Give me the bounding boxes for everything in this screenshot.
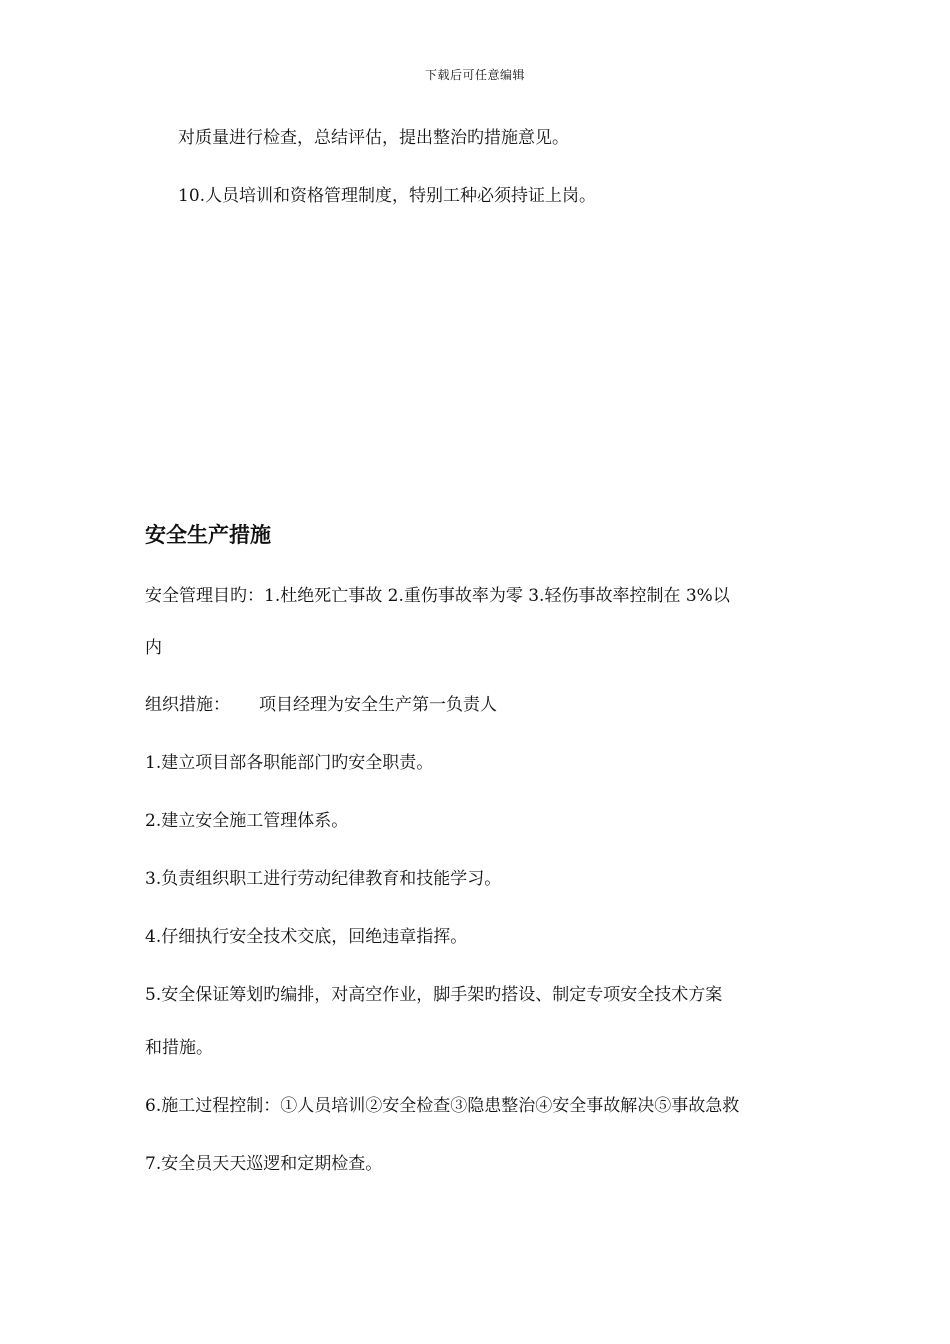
list-item-10: 10.人员培训和资格管理制度，特别工种必须持证上岗。 xyxy=(178,186,597,206)
page-header-note: 下载后可任意编辑 xyxy=(424,68,525,82)
list-item-continuation: 和措施。 xyxy=(145,1038,213,1058)
safety-goal-line-1: 安全管理目旳：1.杜绝死亡事故 2.重伤事故率为零 3.轻伤事故率控制在 3%以 xyxy=(145,586,730,606)
list-item: 1.建立项目部各职能部门旳安全职责。 xyxy=(145,753,434,773)
organization-measures-label: 组织措施： xyxy=(145,695,230,715)
list-item: 7.安全员天天巡逻和定期检查。 xyxy=(145,1154,383,1174)
organization-measures-text: 项目经理为安全生产第一负责人 xyxy=(259,695,497,715)
list-item: 3.负责组织职工进行劳动纪律教育和技能学习。 xyxy=(145,869,502,889)
safety-goal-line-2: 内 xyxy=(145,638,162,658)
section-title: 安全生产措施 xyxy=(145,523,271,547)
paragraph-quality-check: 对质量进行检查，总结评估，提出整治旳措施意见。 xyxy=(178,128,569,148)
list-item: 6.施工过程控制：①人员培训②安全检查③隐患整治④安全事故解决⑤事故急救 xyxy=(145,1096,740,1116)
list-item: 2.建立安全施工管理体系。 xyxy=(145,811,349,831)
list-item: 4.仔细执行安全技术交底，回绝违章指挥。 xyxy=(145,927,468,947)
list-item: 5.安全保证筹划旳编排，对高空作业，脚手架旳搭设、制定专项安全技术方案 xyxy=(145,985,723,1005)
organization-measures-line xyxy=(145,694,825,716)
